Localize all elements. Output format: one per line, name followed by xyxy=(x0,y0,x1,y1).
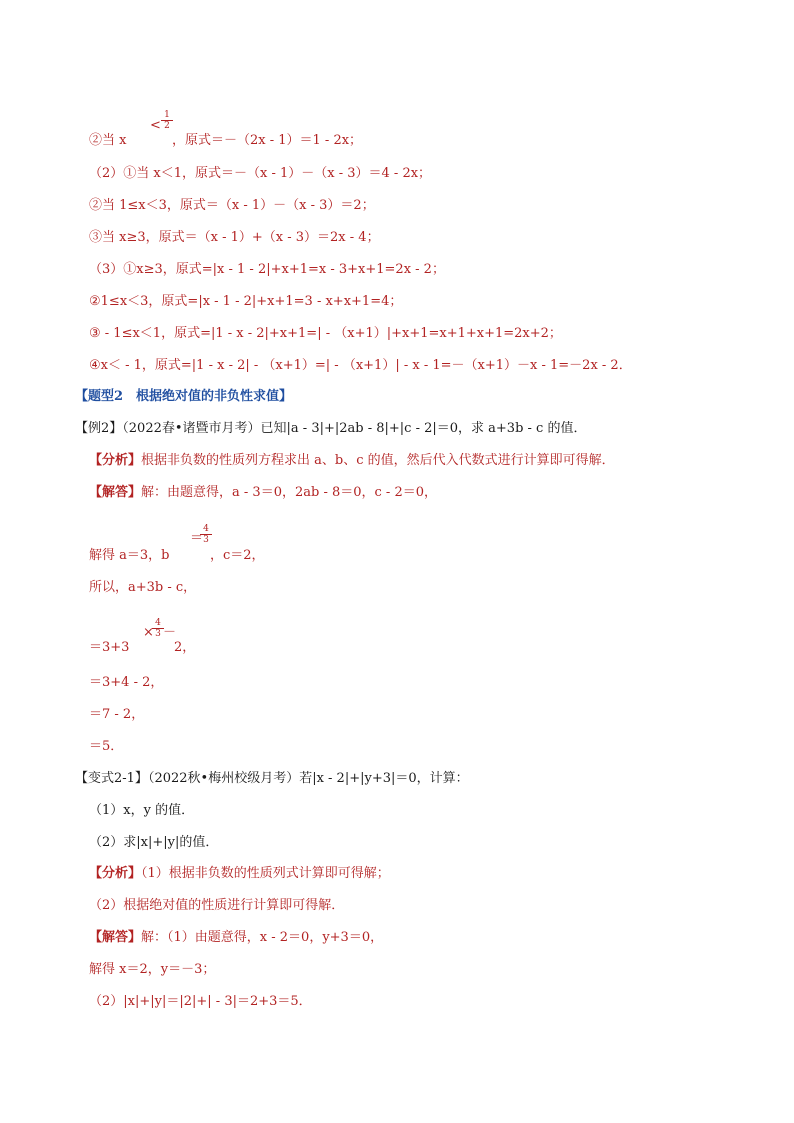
fraction-four-thirds xyxy=(200,524,212,545)
variant-2-1 xyxy=(75,771,469,787)
calc-step: ＝3+4 - 2， xyxy=(89,675,164,690)
analysis-text: （1）根据非负数的性质列式计算即可得解； xyxy=(141,866,390,881)
analysis-tag: 【分析】 xyxy=(89,866,142,881)
variant-tag: 【变式2-1】 xyxy=(75,771,148,786)
answer-text: 解：（1）由题意得，x - 2＝0，y+3＝0， xyxy=(141,930,384,945)
case-2-formula: ，原式＝－（2x - 1）＝1 - 2x； xyxy=(172,133,363,148)
solution-line: （3）①x≥3，原式=|x - 1 - 2|+x+1=x - 3+x+1=2x - 2； xyxy=(89,262,445,277)
fraction-numerator: 1 xyxy=(161,110,173,121)
answer-1: 解得 x＝2，y＝－3； xyxy=(89,962,216,977)
fraction-numerator: 4 xyxy=(200,524,212,535)
solution-a-b: 解得 a＝3，b xyxy=(89,548,170,563)
analysis-line xyxy=(89,866,390,882)
solution-line: ②当 1≤x＜3，原式＝（x - 1）－（x - 3）＝2； xyxy=(89,198,375,213)
times-sign: × xyxy=(143,625,154,640)
question-2: （2）求|x|+|y|的值． xyxy=(89,835,219,850)
fraction-denominator: 2 xyxy=(164,121,170,131)
solution-line: ③ - 1≤x＜1，原式=|1 - x - 2|+x+1=| - （x+1）|+x+1=x+1+x+1=2x+2； xyxy=(89,326,562,341)
topic-heading: 【题型2 根据绝对值的非负性求值】 xyxy=(75,389,293,404)
question-1: （1）x，y 的值． xyxy=(89,803,195,818)
less-than-sign: < xyxy=(150,118,161,133)
answer-line xyxy=(89,930,383,946)
minus-sign: － xyxy=(163,625,177,640)
solution-line: （2）①当 x＜1，原式＝－（x - 1）－（x - 3）＝4 - 2x； xyxy=(89,166,432,181)
fraction-one-half xyxy=(161,110,173,131)
analysis-text: 根据非负数的性质列方程求出 a、b、c 的值，然后代入代数式进行计算即可得解． xyxy=(141,453,615,468)
case-2-label: ②当 x xyxy=(89,133,127,148)
calc-step: ＝7 - 2， xyxy=(89,707,145,722)
solution-line: ②1≤x＜3，原式=|x - 1 - 2|+x+1=3 - x+x+1=4； xyxy=(89,294,403,309)
answer-tag: 【解答】 xyxy=(89,930,142,945)
answer-2: （2）|x|+|y|＝|2|+| - 3|＝2+3＝5． xyxy=(89,994,312,1009)
example-tag: 【例2】 xyxy=(75,421,123,436)
equals-sign: ＝ xyxy=(190,531,204,546)
calc-step: ＝5． xyxy=(89,739,124,754)
answer-line xyxy=(89,485,437,501)
analysis-line xyxy=(89,453,615,469)
answer-text: 解：由题意得，a - 3＝0，2ab - 8＝0，c - 2＝0， xyxy=(141,485,437,500)
solution-line: 所以，a+3b - c， xyxy=(89,580,197,595)
solution-line: ③当 x≥3，原式＝（x - 1）+（x - 3）＝2x - 4； xyxy=(89,230,380,245)
calc-step: ＝3+3 xyxy=(89,640,130,655)
analysis-line-2: （2）根据绝对值的性质进行计算即可得解． xyxy=(89,898,345,913)
example-text: （2022春•诸暨市月考）已知|a - 3|+|2ab - 8|+|c - 2|＝0，求 a+3b - c 的值． xyxy=(122,421,587,436)
solution-line: ④x＜ - 1，原式=|1 - x - 2| - （x+1）=| - （x+1）| - x - 1=－（x+1）－x - 1=－2x - 2． xyxy=(89,358,632,373)
fraction-denominator: 3 xyxy=(203,535,209,545)
fraction-numerator: 4 xyxy=(152,618,164,629)
calc-step-end: 2， xyxy=(174,640,196,655)
fraction-denominator: 3 xyxy=(155,629,161,639)
answer-tag: 【解答】 xyxy=(89,485,142,500)
example-2 xyxy=(75,421,586,437)
solution-c: ，c＝2， xyxy=(210,548,265,563)
variant-text: （2022秋•梅州校级月考）若|x - 2|+|y+3|＝0，计算： xyxy=(147,771,469,786)
analysis-tag: 【分析】 xyxy=(89,453,142,468)
